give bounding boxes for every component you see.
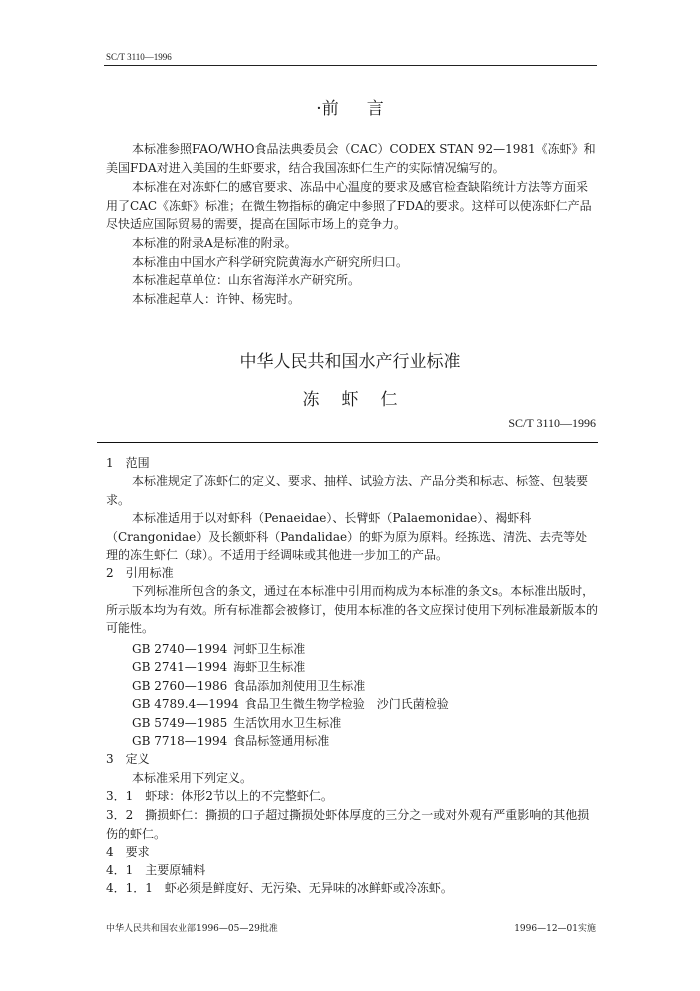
footer-effective-date: 1996—12—01实施 — [514, 924, 596, 934]
section-3-paragraph-1: 本标准采用下列定义。 — [132, 771, 253, 785]
reference-code: GB 2760—1986 — [132, 679, 228, 693]
reference-code: GB 7718—1994 — [132, 734, 228, 748]
standard-sub-title — [0, 385, 700, 410]
footer-approval: 中华人民共和国农业部1996—05—29批准 — [106, 924, 278, 934]
standard-main-title: 中华人民共和国水产行业标准 — [239, 352, 461, 372]
section-3-1: 3．1 虾球：体形2节以上的不完整虾仁。 — [106, 789, 333, 803]
preface-paragraph-5: 本标准起草单位：山东省海洋水产研究所。 — [132, 273, 361, 287]
reference-code: GB 2741—1994 — [132, 660, 228, 674]
preface-paragraph-3: 本标准的附录A是标准的附录。 — [132, 236, 297, 250]
preface-paragraph-6: 本标准起草人：许钟、杨宪时。 — [132, 292, 301, 306]
reference-name: 河虾卫生标准 — [233, 642, 306, 656]
section-2-paragraph-1: 下列标准所包含的条文，通过在本标准中引用而构成为本标准的条文s。本标准出版时，所示版本均为有效。所有标准都会被修订，使用本标准的各文应探讨使用下列标准最新版本的可能性。 — [106, 584, 599, 636]
section-2-heading: 2 引用标准 — [106, 566, 174, 580]
preface-paragraph-4: 本标准由中国水产科学研究院黄海水产研究所归口。 — [132, 255, 409, 269]
reference-item — [132, 714, 341, 731]
reference-name: 食品添加剂使用卫生标准 — [233, 679, 366, 693]
section-4-1-1: 4．1．1 虾必须是鲜度好、无污染、无异味的冰鲜虾或冷冻虾。 — [106, 881, 453, 895]
section-3-2: 3．2 撕损虾仁：撕损的口子超过撕损处虾体厚度的三分之一或对外观有严重影响的其他损伤的虾仁。 — [106, 808, 590, 841]
preface-title-char-1: ·前 — [316, 99, 339, 119]
section-4-heading: 4 要求 — [106, 845, 150, 859]
section-1-paragraph-1: 本标准规定了冻虾仁的定义、要求、抽样、试验方法、产品分类和标志、标签、包装要求。 — [106, 474, 589, 507]
reference-name: 生活饮用水卫生标准 — [233, 716, 342, 730]
reference-item — [132, 640, 305, 657]
header-code: SC/T 3110—1996 — [106, 52, 172, 62]
title-rule — [97, 442, 598, 443]
reference-name: 食品标签通用标准 — [233, 734, 330, 748]
reference-name: 海虾卫生标准 — [233, 660, 306, 674]
sub-title-char-3: 仁 — [380, 390, 398, 410]
section-3-heading: 3 定义 — [106, 752, 150, 766]
sub-title-char-1: 冻 — [302, 390, 320, 410]
reference-item — [132, 658, 305, 675]
reference-item — [132, 695, 449, 712]
preface-title-char-2: 言 — [366, 99, 384, 119]
preface-paragraph-2: 本标准在对冻虾仁的感官要求、冻品中心温度的要求及感官检查缺陷统计方法等方面采用了CAC《冻虾》标准；在微生物指标的确定中参照了FDA的要求。这样可以使冻虾仁产品尽快适应国际贸易的需要，提高在国际市场上的竞争力。 — [106, 180, 592, 232]
reference-code: GB 4789.4—1994 — [132, 697, 239, 711]
reference-name: 食品卫生微生物学检验 沙门氏菌检验 — [244, 697, 449, 711]
standard-code: SC/T 3110—1996 — [508, 416, 596, 430]
reference-item — [132, 732, 329, 749]
reference-item — [132, 677, 365, 694]
section-4-1: 4．1 主要原辅料 — [106, 863, 206, 877]
section-1-heading: 1 范围 — [106, 456, 150, 470]
section-1-paragraph-2: 本标准适用于以对虾科（Penaeidae）、长臂虾（Palaemonidae）、褐虾科（Crangonidae）及长额虾科（Pandalidae）的虾为原为原料。经拣选、清洗、去壳等处理的冻生虾仁（球）。不适用于经调味或其他进一步加工的产品。 — [106, 511, 588, 563]
reference-code: GB 5749—1985 — [132, 716, 228, 730]
header-rule — [104, 65, 597, 66]
preface-paragraph-1: 本标准参照FAO/WHO食品法典委员会（CAC）CODEX STAN 92—1981《冻虾》和美国FDA对进入美国的生虾要求，结合我国冻虾仁生产的实际情况编写的。 — [106, 142, 596, 175]
sub-title-char-2: 虾 — [341, 390, 359, 410]
reference-code: GB 2740—1994 — [132, 642, 228, 656]
preface-title — [0, 94, 700, 119]
